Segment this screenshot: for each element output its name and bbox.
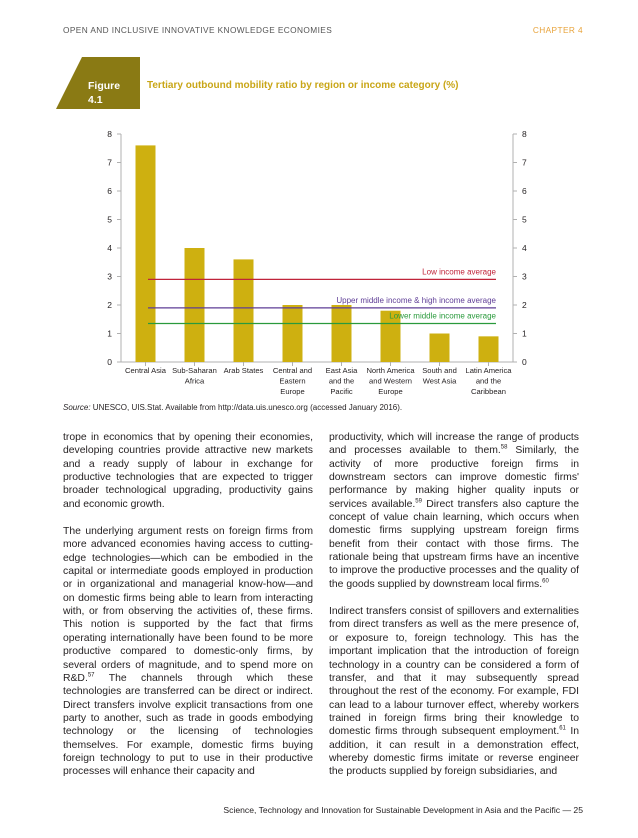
footnote-ref: 58 [500,444,508,451]
x-tick-label-line: Central Asia [125,366,166,375]
x-tick-label [224,366,264,375]
paragraph-text: Indirect transfers consist of spillovers and externalities from direct transfers as well as the mere presence of, or exposure to, foreign technology. This has the important implication that the introduction of foreign technology in a country can be considered a form of transfer, and that it may subsequently spread throughout the rest of the economy. For example, FDI can lead to a labour turnover effect, whereby workers trained in foreign firms bring their knowledge to domestic firms through subsequent employment. [329,606,579,738]
x-tick-label [125,366,167,375]
x-tick-label-line: West Asia [422,376,457,386]
x-tick-label [273,366,312,396]
x-tick-label-line: Central and [272,366,313,375]
y-tick-label-right: 6 [522,186,527,196]
page-footer: Science, Technology and Innovation for Sustainable Development in Asia and the Pacific — 25 [223,805,583,815]
paragraph [329,605,579,778]
x-tick-label-line: Europe [280,387,305,396]
y-tick-label-left: 5 [107,214,112,225]
x-tick-label-line: Pacific [330,387,353,396]
x-tick-label-line: Eastern [279,376,306,386]
paragraph-text: In addition, it can result in a demonstration effect, whereby domestic firms imitate or reverse engineer the products supplied by foreign subsidiaries, and [329,726,579,778]
x-tick-label-line: and Western [369,376,412,386]
bar [332,305,352,362]
body-column-left [63,431,313,793]
reference-line-label: Upper middle income & high income average [336,295,496,305]
footnote-ref: 57 [87,672,95,679]
x-tick-label-line: Caribbean [470,387,507,396]
reference-line-label: Lower middle income average [389,311,496,321]
y-tick-label-right: 8 [522,129,527,139]
y-tick-label-right: 5 [522,214,527,225]
running-header: OPEN AND INCLUSIVE INNOVATIVE KNOWLEDGE ECONOMIES [63,25,333,35]
footnote-ref: 59 [415,498,422,505]
y-tick-label-left: 0 [107,357,112,367]
paragraph-text: Direct transfers also capture the concept of value chain learning, which occurs when domestic firms supplying upstream foreign firms benefit from their contact with those firms. The rationale being that upstream firms have an incentive to improve the productive processes and the quality of the goods supplied by downstream local firms. [329,498,579,590]
source-prefix: Source: [63,403,91,412]
y-tick-label-left: 3 [107,271,112,282]
y-tick-label-left: 2 [107,300,112,310]
figure-title: Tertiary outbound mobility ratio by region or income category (%) [147,80,459,91]
bar [185,248,205,362]
x-tick-label-line: Europe [378,387,403,396]
x-tick-label [326,366,358,396]
y-tick-label-right: 3 [522,271,527,282]
figure-number: 4.1 [88,94,103,106]
footnote-ref: 61 [559,725,566,732]
figure-source [63,403,402,412]
paragraph [329,431,579,591]
bar [283,305,303,362]
x-tick-label [172,366,217,386]
bar [479,336,499,362]
x-tick-label [422,366,457,386]
y-tick-label-left: 1 [107,328,112,339]
x-tick-label-line: South and [422,366,457,375]
bar-chart [0,0,638,400]
paragraph-text: Similarly, the activity of more productive foreign firms in downstream sectors can improve domestic firms' performance by making higher quality inputs or services available. [329,445,579,510]
y-tick-label-left: 7 [107,157,112,168]
y-tick-label-right: 4 [522,243,527,253]
x-tick-label [366,366,415,396]
body-column-right [329,431,579,793]
source-text: UNESCO, UIS.Stat. Available from http://data.uis.unesco.org (accessed January 2016). [90,403,403,412]
y-tick-label-left: 4 [107,243,112,253]
paragraph-text: The underlying argument rests on foreign firms from more advanced economies having access to cutting-edge technologies—which can be embodied in the capital or intermediate goods employed in production or in organizational and managerial know-how—and on domestic firms being able to learn from interacting with, or from observing the activities of, these firms. This notion is supported by the fact that firms operating internationally have been found to be more productive compared to domestic-only firms, by several orders of magnitude, and to spend more on R&D. [63,526,313,684]
y-tick-label-right: 1 [522,328,527,339]
y-tick-label-right: 0 [522,357,527,367]
x-tick-label-line: and the [328,376,355,386]
x-tick-label-line: North America [366,366,415,375]
paragraph-text: The channels through which these technologies are transferred can be direct or indirect. Direct transfers involve explicit transactions from one party to another, such as trade in goods embodying technology or the licensing of technologies themselves. For example, domestic firms buying foreign technology to put to use in their productive processes will enhance their capacity and [63,672,313,778]
x-tick-label-line: Sub-Saharan [172,366,217,375]
paragraph-text: trope in economics that by opening their economies, developing countries provide attractive new markets and a ready supply of labour in exchange for productive technologies that are expected to trigger broader technological upgrading, productivity gains and economic growth. [63,432,313,510]
paragraph-text: productivity, which will increase the range of products and processes available to them. [329,432,579,457]
paragraph [63,431,313,511]
x-tick-label-line: and the [475,376,502,386]
reference-line-label: Low income average [422,267,496,277]
bar [430,334,450,363]
x-tick-label-line: Arab States [223,366,264,375]
bar [136,145,156,362]
x-tick-label-line: Latin America [465,366,512,375]
y-tick-label-right: 7 [522,157,527,168]
x-tick-label-line: East Asia [325,366,358,375]
y-tick-label-left: 6 [107,186,112,196]
x-tick-label-line: Africa [184,376,205,386]
bar [234,259,254,362]
figure-label: Figure [88,80,121,92]
chapter-label: CHAPTER 4 [532,25,583,35]
paragraph [63,525,313,779]
footnote-ref: 60 [542,578,549,585]
y-tick-label-right: 2 [522,300,527,310]
y-tick-label-left: 8 [107,129,112,139]
x-tick-label [465,366,512,396]
